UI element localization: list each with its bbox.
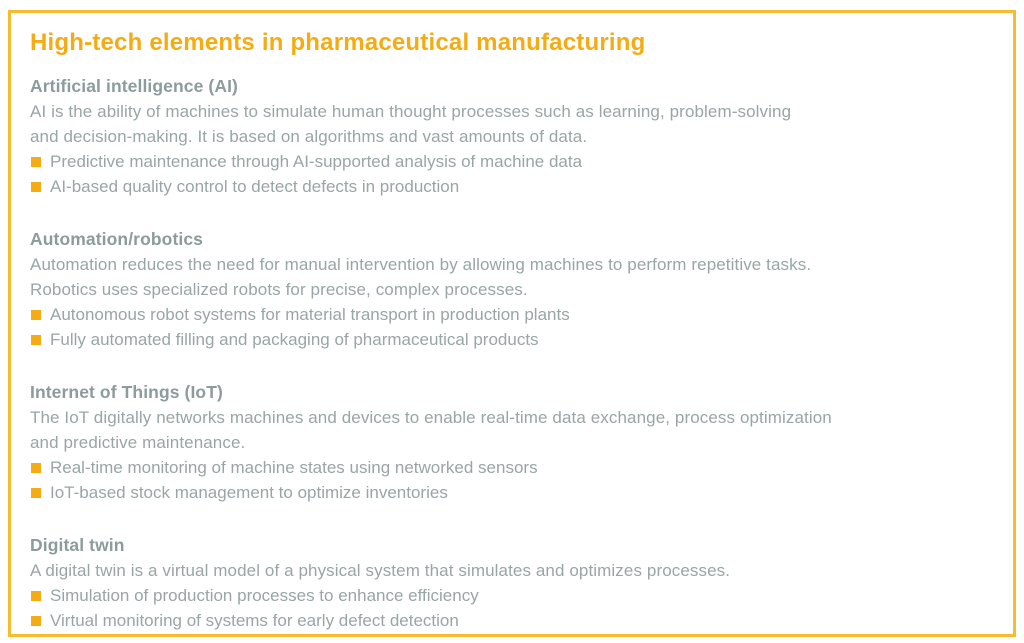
bullet-square-icon — [31, 488, 41, 498]
description-line: and predictive maintenance. — [30, 433, 246, 452]
bullet-square-icon — [31, 310, 41, 320]
bullet-text: AI-based quality control to detect defects in production — [50, 177, 460, 196]
bullet-text: Predictive maintenance through AI-supported analysis of machine data — [50, 152, 583, 171]
description-line: The IoT digitally networks machines and devices to enable real-time data exchange, process optimization — [30, 408, 832, 427]
section-heading: Internet of Things (IoT) — [30, 382, 223, 402]
bullet-square-icon — [31, 616, 41, 626]
description-line: Robotics uses specialized robots for precise, complex processes. — [30, 280, 528, 299]
section-description — [30, 252, 993, 302]
section-heading: Automation/robotics — [30, 229, 204, 249]
section-description — [30, 558, 993, 583]
bullet-list — [30, 455, 993, 505]
bullet-text: Virtual monitoring of systems for early defect detection — [50, 611, 459, 630]
description-line: and decision-making. It is based on algorithms and vast amounts of data. — [30, 127, 588, 146]
description-line: A digital twin is a virtual model of a physical system that simulates and optimizes processes. — [30, 561, 731, 580]
bullet-item — [30, 480, 993, 505]
bullet-item — [30, 174, 993, 199]
section-heading: Digital twin — [30, 535, 125, 555]
bullet-item — [30, 455, 993, 480]
section-description — [30, 405, 993, 455]
bullet-item — [30, 302, 993, 327]
bullet-text: Real-time monitoring of machine states using networked sensors — [50, 458, 538, 477]
document-frame — [8, 10, 1016, 637]
description-line: AI is the ability of machines to simulate human thought processes such as learning, problem-solving — [30, 102, 792, 121]
bullet-item — [30, 583, 993, 608]
bullet-list — [30, 302, 993, 352]
section-internet-of-things — [30, 379, 993, 505]
bullet-square-icon — [31, 591, 41, 601]
bullet-list — [30, 583, 993, 633]
section-automation-robotics — [30, 226, 993, 352]
bullet-text: Fully automated filling and packaging of pharmaceutical products — [50, 330, 539, 349]
section-artificial-intelligence — [30, 73, 993, 199]
page-title: High-tech elements in pharmaceutical manufacturing — [30, 29, 646, 56]
section-description — [30, 99, 993, 149]
bullet-text: Simulation of production processes to enhance efficiency — [50, 586, 479, 605]
bullet-list — [30, 149, 993, 199]
bullet-square-icon — [31, 182, 41, 192]
bullet-text: IoT-based stock management to optimize inventories — [50, 483, 448, 502]
bullet-item — [30, 149, 993, 174]
section-digital-twin — [30, 532, 993, 633]
bullet-square-icon — [31, 335, 41, 345]
bullet-square-icon — [31, 463, 41, 473]
bullet-item — [30, 608, 993, 633]
bullet-square-icon — [31, 157, 41, 167]
bullet-text: Autonomous robot systems for material transport in production plants — [50, 305, 570, 324]
section-heading: Artificial intelligence (AI) — [30, 76, 238, 96]
bullet-item — [30, 327, 993, 352]
description-line: Automation reduces the need for manual intervention by allowing machines to perform repetitive tasks. — [30, 255, 812, 274]
